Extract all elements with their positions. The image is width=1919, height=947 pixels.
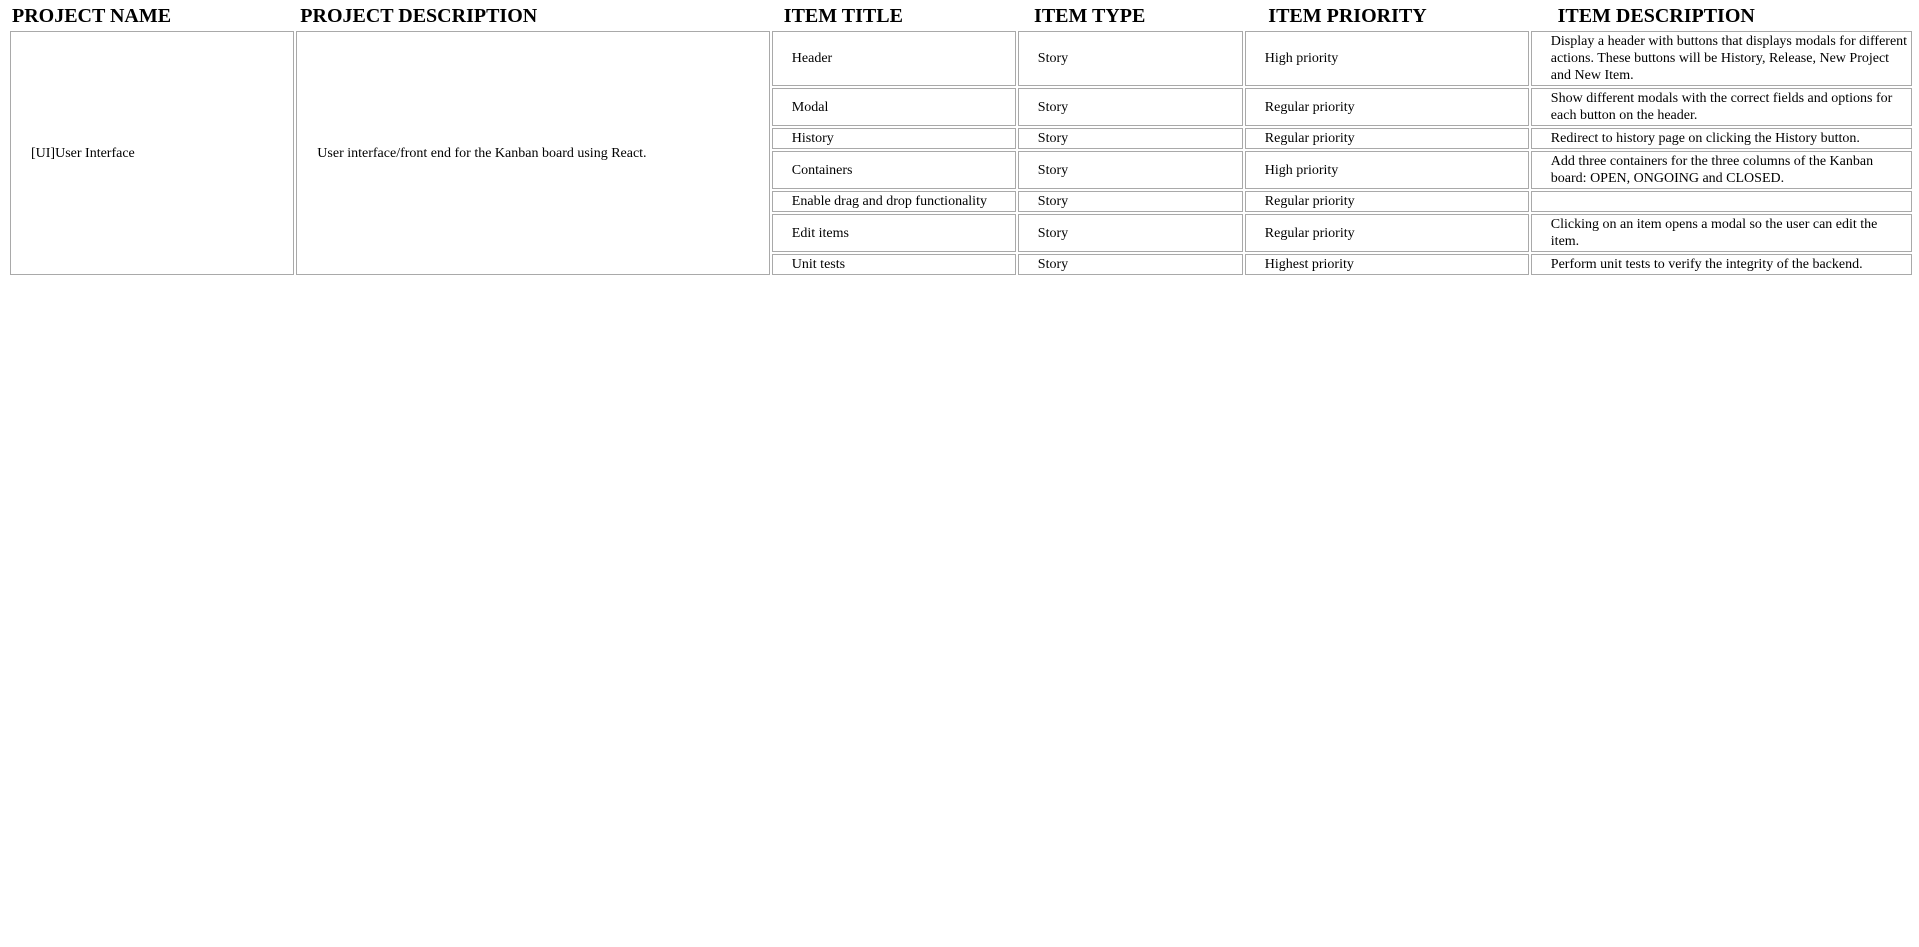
item-row — [772, 88, 1912, 126]
header-item-description: ITEM DESCRIPTION — [1557, 5, 1755, 27]
item-description-cell: Clicking on an item opens a modal so the user can edit the item. — [1531, 214, 1912, 252]
item-priority-cell: High priority — [1245, 151, 1529, 189]
item-type-cell: Story — [1018, 31, 1243, 86]
item-description-cell: Redirect to history page on clicking the History button. — [1531, 128, 1912, 149]
item-description-cell: Display a header with buttons that displays modals for different actions. These buttons will be History, Release, New Project and New Item. — [1531, 31, 1912, 86]
item-priority-cell: Highest priority — [1245, 254, 1529, 275]
item-type-cell: Story — [1018, 151, 1243, 189]
item-title-cell: Edit items — [772, 214, 1016, 252]
items-container — [772, 31, 1912, 275]
header-project-description: PROJECT DESCRIPTION — [300, 5, 538, 27]
projects-table — [8, 3, 1914, 277]
project-row — [10, 31, 1912, 275]
header-project-name: PROJECT NAME — [12, 5, 172, 27]
item-title-cell: Modal — [772, 88, 1016, 126]
item-type-cell: Story — [1018, 191, 1243, 212]
item-priority-cell: Regular priority — [1245, 88, 1529, 126]
item-row — [772, 151, 1912, 189]
item-type-cell: Story — [1018, 88, 1243, 126]
item-priority-cell: High priority — [1245, 31, 1529, 86]
item-title-cell: Header — [772, 31, 1016, 86]
project-description-cell — [296, 31, 770, 275]
item-type-cell: Story — [1018, 214, 1243, 252]
item-description-cell: Perform unit tests to verify the integrity of the backend. — [1531, 254, 1912, 275]
item-description-cell — [1531, 191, 1912, 212]
header-item-priority: ITEM PRIORITY — [1268, 5, 1427, 27]
item-title-cell: Unit tests — [772, 254, 1016, 275]
item-row — [772, 31, 1912, 86]
header-item-type: ITEM TYPE — [1034, 5, 1146, 27]
item-priority-cell: Regular priority — [1245, 191, 1529, 212]
header-item-title: ITEM TITLE — [783, 5, 903, 27]
project-description: User interface/front end for the Kanban board using React. — [317, 145, 647, 161]
header-row — [10, 5, 1912, 29]
item-description-cell: Show different modals with the correct fields and options for each button on the header. — [1531, 88, 1912, 126]
item-title-cell: History — [772, 128, 1016, 149]
item-title-cell: Enable drag and drop functionality — [772, 191, 1016, 212]
item-row — [772, 191, 1912, 212]
item-priority-cell: Regular priority — [1245, 214, 1529, 252]
item-row — [772, 214, 1912, 252]
item-row — [772, 254, 1912, 275]
items-table — [772, 31, 1912, 275]
item-type-cell: Story — [1018, 254, 1243, 275]
project-name: [UI]User Interface — [31, 145, 135, 161]
item-row — [772, 128, 1912, 149]
project-name-cell — [10, 31, 294, 275]
item-type-cell: Story — [1018, 128, 1243, 149]
item-description-cell: Add three containers for the three columns of the Kanban board: OPEN, ONGOING and CLOSED. — [1531, 151, 1912, 189]
item-title-cell: Containers — [772, 151, 1016, 189]
item-priority-cell: Regular priority — [1245, 128, 1529, 149]
